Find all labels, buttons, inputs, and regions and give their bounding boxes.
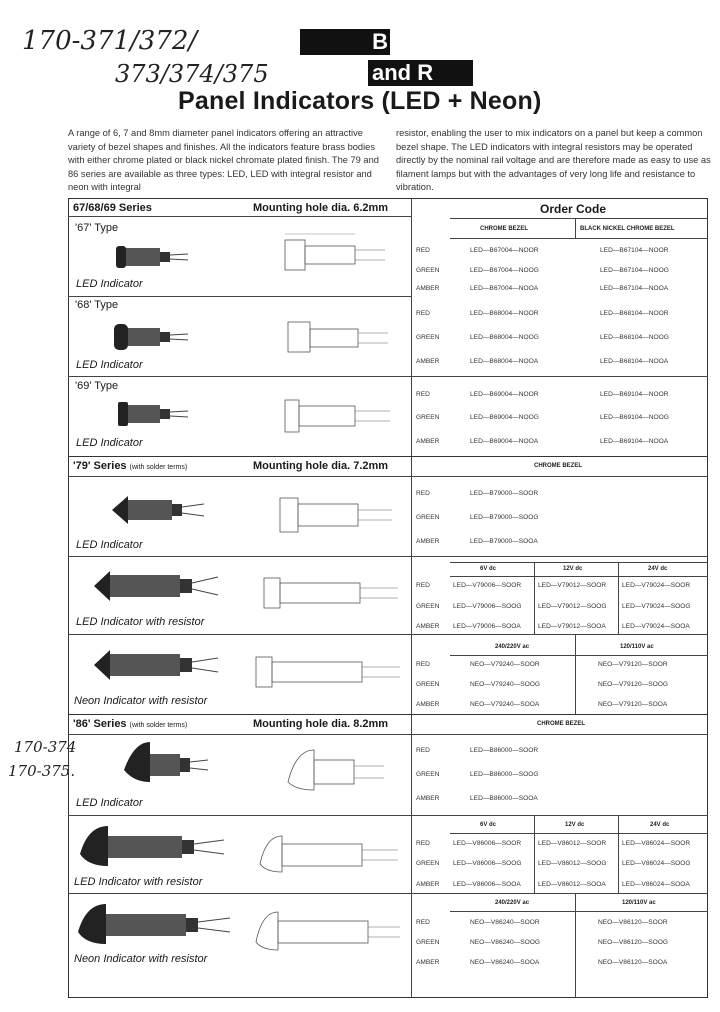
handwritten-part-numbers-line1: 170-371/372/ <box>22 26 198 56</box>
intro-paragraph-right: resistor, enabling the user to mix indicators on a panel but keep a common bezel shape. The LED indicators with integral resistors may be operated directly by the nominal rail voltage and are therefore made as easy to use as filament lamps but with the advantages of very long life and resistance to vibration. <box>396 128 711 192</box>
section-79-title <box>73 460 187 472</box>
header-box-and-r <box>368 60 473 86</box>
s2-res-caption: LED Indicator with resistor <box>76 616 205 628</box>
s3-header-underline <box>68 734 708 735</box>
code-86-res-amber-24v: LED—V86024—SOOA <box>622 881 690 888</box>
section-79-title-text: '79' Series <box>73 460 127 472</box>
s2-col-chrome-bezel: CHROME BEZEL <box>534 463 582 469</box>
s2-neon-caption: Neon Indicator with resistor <box>74 695 208 707</box>
section-divider-79 <box>68 456 708 457</box>
type-67-dimension-drawing <box>275 228 395 283</box>
code-86-led-green: LED—B86000—SOOG <box>470 771 539 778</box>
code-68-black-green: LED—B68104—NOOG <box>600 334 669 341</box>
s2-led-caption: LED Indicator <box>76 539 143 551</box>
s1-order-col-divider <box>575 218 576 238</box>
type-69-caption: LED Indicator <box>76 437 143 449</box>
code-67-chrome-red: LED—B67004—NOOR <box>470 247 539 254</box>
type-68-caption: LED Indicator <box>76 359 143 371</box>
s3-row-divider-2 <box>68 893 708 894</box>
s3-neon-dimension-drawing <box>250 902 405 960</box>
code-69-black-green: LED—B69104—NOOG <box>600 414 669 421</box>
s3-led-caption: LED Indicator <box>76 797 143 809</box>
s3-res-caption: LED Indicator with resistor <box>74 876 203 888</box>
s3-res-dimension-drawing <box>254 826 404 881</box>
s2-row-divider-1 <box>68 556 708 557</box>
s1-68-color-red: RED <box>416 310 430 317</box>
code-79-neon-red-120: NEO—V79120—SOOR <box>598 661 668 668</box>
code-86-res-amber-12v: LED—V86012—SOOA <box>538 881 606 888</box>
s3-res-volt-header-bottom <box>450 833 708 834</box>
code-79-res-amber-12v: LED—V79012—SOOA <box>538 623 606 630</box>
intro-paragraph-left: A range of 6, 7 and 8mm diameter panel indicators offering an attractive variety of bezel shapes and finishes. All the indicators feature brass bodies with either chrome plated or black nickel chromate plated finish. The 79 and 86 series are available as three types: LED, LED with integral resistor and neon with integral <box>68 128 379 192</box>
section-86-title-text: '86' Series <box>73 718 127 730</box>
s3-res-volt-24v: 24V dc <box>650 822 670 828</box>
code-86-neon-amber-120: NEO—V86120—SOOA <box>598 959 668 966</box>
section-86-title-note: (with solder terms) <box>129 722 188 729</box>
s3-neon-color-amber: AMBER <box>416 959 440 966</box>
type-68-dimension-drawing <box>280 312 400 362</box>
code-86-res-amber-6v: LED—V86006—SOOA <box>453 881 521 888</box>
code-79-res-red-12v: LED—V79012—SOOR <box>538 582 607 589</box>
code-68-chrome-amber: LED—B68004—NOOA <box>470 358 539 365</box>
section-86-title <box>73 718 187 730</box>
code-86-res-red-6v: LED—V86006—SOOR <box>453 840 522 847</box>
s3-led-product-photo <box>120 738 210 788</box>
s3-neon-caption: Neon Indicator with resistor <box>74 953 208 965</box>
code-79-led-amber: LED—B79000—SOOA <box>470 538 538 545</box>
section-67-68-69-title: 67/68/69 Series <box>73 202 152 214</box>
type-68-product-photo <box>108 312 188 360</box>
s2-res-volt-24v: 24V dc <box>648 566 668 572</box>
s2-row-divider-2 <box>68 634 708 635</box>
order-code-heading: Order Code <box>540 202 607 216</box>
section-67-mounting-hole: Mounting hole dia. 6.2mm <box>253 202 389 214</box>
s3-led-color-green: GREEN <box>416 771 440 778</box>
s2-res-col-divider-2 <box>618 562 619 634</box>
s3-res-color-amber: AMBER <box>416 881 440 888</box>
s1-row-divider-1 <box>68 296 411 297</box>
s2-neon-dimension-drawing <box>250 645 408 700</box>
type-69-label: '69' Type <box>75 380 119 392</box>
s1-67-color-amber: AMBER <box>416 285 440 292</box>
s2-res-color-amber: AMBER <box>416 623 440 630</box>
section-divider-86 <box>68 714 708 715</box>
s2-led-dimension-drawing <box>272 488 402 543</box>
code-68-black-amber: LED—B68104—NOOA <box>600 358 669 365</box>
s3-neon-volt-header-bottom <box>450 911 708 912</box>
s3-neon-color-red: RED <box>416 919 430 926</box>
s1-67-color-green: GREEN <box>416 267 440 274</box>
s2-res-volt-6v: 6V dc <box>480 566 497 572</box>
s2-res-color-green: GREEN <box>416 603 440 610</box>
s2-res-dimension-drawing <box>258 568 408 618</box>
code-69-chrome-amber: LED—B69004—NOOA <box>470 438 539 445</box>
s3-neon-product-photo <box>74 898 234 950</box>
header-box-and-r-text: and R <box>372 60 434 85</box>
s1-order-header-top <box>450 218 708 219</box>
s2-neon-col-divider <box>575 634 576 714</box>
s2-led-product-photo <box>106 484 206 536</box>
type-68-label: '68' Type <box>75 299 119 311</box>
code-79-res-amber-6v: LED—V79006—SOOA <box>453 623 521 630</box>
code-86-neon-red-240: NEO—V86240—SOOR <box>470 919 540 926</box>
code-79-res-red-6v: LED—V79006—SOOR <box>453 582 522 589</box>
s3-res-volt-12v: 12V dc <box>565 822 585 828</box>
s3-res-color-green: GREEN <box>416 860 440 867</box>
code-86-neon-green-120: NEO—V86120—SOOG <box>598 939 668 946</box>
s3-neon-col-divider <box>575 893 576 998</box>
code-86-res-red-24v: LED—V86024—SOOR <box>622 840 691 847</box>
s1-row-divider-2 <box>68 376 708 377</box>
code-86-led-amber: LED—B86000—SOOA <box>470 795 538 802</box>
s2-neon-color-amber: AMBER <box>416 701 440 708</box>
page-title: Panel Indicators (LED + Neon) <box>178 87 542 115</box>
section-79-mounting-hole: Mounting hole dia. 7.2mm <box>253 460 389 472</box>
type-67-label: '67' Type <box>75 222 119 234</box>
code-86-neon-amber-240: NEO—V86240—SOOA <box>470 959 540 966</box>
code-79-neon-red-240: NEO—V79240—SOOR <box>470 661 540 668</box>
code-79-res-green-6v: LED—V79006—SOOG <box>453 603 522 610</box>
s1-order-header-bottom <box>450 238 708 239</box>
type-67-product-photo <box>108 232 188 280</box>
s3-res-product-photo <box>76 820 226 872</box>
s1-68-color-green: GREEN <box>416 334 440 341</box>
s3-led-color-amber: AMBER <box>416 795 440 802</box>
s2-neon-volt-header-bottom <box>450 655 708 656</box>
s1-col-chrome-bezel: CHROME BEZEL <box>480 226 528 232</box>
code-68-black-red: LED—B68104—NOOR <box>600 310 669 317</box>
s1-69-color-green: GREEN <box>416 414 440 421</box>
section-79-title-note: (with solder terms) <box>129 464 188 471</box>
type-69-dimension-drawing <box>275 388 405 443</box>
handwritten-part-numbers-line2: 373/374/375 <box>115 60 269 88</box>
s3-res-volt-6v: 6V dc <box>480 822 497 828</box>
s2-res-col-divider-1 <box>534 562 535 634</box>
code-69-black-amber: LED—B69104—NOOA <box>600 438 669 445</box>
code-69-chrome-green: LED—B69004—NOOG <box>470 414 539 421</box>
handwritten-side-note-2: 170-375. <box>8 762 76 780</box>
code-68-chrome-green: LED—B68004—NOOG <box>470 334 539 341</box>
code-69-chrome-red: LED—B69004—NOOR <box>470 391 539 398</box>
s2-res-volt-header-top <box>450 562 708 563</box>
s2-neon-volt-120v: 120/110V ac <box>620 644 654 650</box>
s2-led-color-green: GREEN <box>416 514 440 521</box>
s1-col-black-nickel: BLACK NICKEL CHROME BEZEL <box>580 226 675 232</box>
code-67-black-amber: LED—B67104—NOOA <box>600 285 669 292</box>
header-box-b-text: B <box>372 29 388 54</box>
code-67-chrome-green: LED—B67004—NOOG <box>470 267 539 274</box>
s2-res-product-photo <box>90 561 220 611</box>
s2-led-color-red: RED <box>416 490 430 497</box>
s2-res-color-red: RED <box>416 582 430 589</box>
s3-res-col-divider-1 <box>534 815 535 893</box>
s3-neon-volt-120v: 120/110V ac <box>622 900 656 906</box>
s3-res-color-red: RED <box>416 840 430 847</box>
s1-69-color-red: RED <box>416 391 430 398</box>
code-86-neon-green-240: NEO—V86240—SOOG <box>470 939 540 946</box>
code-69-black-red: LED—B69104—NOOR <box>600 391 669 398</box>
column-divider <box>411 198 412 998</box>
code-86-res-green-6v: LED—V86006—SOOG <box>453 860 522 867</box>
s2-neon-color-green: GREEN <box>416 681 440 688</box>
s2-led-color-amber: AMBER <box>416 538 440 545</box>
s1-header-underline <box>68 216 411 217</box>
s3-led-color-red: RED <box>416 747 430 754</box>
code-79-res-green-12v: LED—V79012—SOOG <box>538 603 607 610</box>
header-box-b <box>300 29 390 55</box>
code-79-res-red-24v: LED—V79024—SOOR <box>622 582 691 589</box>
code-86-led-red: LED—B86000—SOOR <box>470 747 539 754</box>
s3-res-col-divider-2 <box>618 815 619 893</box>
code-67-chrome-amber: LED—B67004—NOOA <box>470 285 539 292</box>
code-79-neon-amber-240: NEO—V79240—SOOA <box>470 701 540 708</box>
code-68-chrome-red: LED—B68004—NOOR <box>470 310 539 317</box>
s3-neon-volt-240v: 240/220V ac <box>495 900 530 906</box>
code-79-neon-green-240: NEO—V79240—SOOG <box>470 681 540 688</box>
type-69-product-photo <box>108 390 188 436</box>
section-86-mounting-hole: Mounting hole dia. 8.2mm <box>253 718 389 730</box>
code-79-neon-green-120: NEO—V79120—SOOG <box>598 681 668 688</box>
code-86-res-green-24v: LED—V86024—SOOG <box>622 860 691 867</box>
code-79-res-amber-24v: LED—V79024—SOOA <box>622 623 690 630</box>
code-86-res-green-12v: LED—V86012—SOOG <box>538 860 607 867</box>
code-67-black-green: LED—B67104—NOOG <box>600 267 669 274</box>
code-67-black-red: LED—B67104—NOOR <box>600 247 669 254</box>
s2-header-underline <box>68 476 708 477</box>
s2-res-volt-header-bottom <box>450 576 708 577</box>
code-79-neon-amber-120: NEO—V79120—SOOA <box>598 701 668 708</box>
code-79-res-green-24v: LED—V79024—SOOG <box>622 603 691 610</box>
type-67-caption: LED Indicator <box>76 278 143 290</box>
s3-row-divider-1 <box>68 815 708 816</box>
s1-69-color-amber: AMBER <box>416 438 440 445</box>
handwritten-side-note-1: 170-374 <box>14 738 77 756</box>
s3-led-dimension-drawing <box>280 742 390 802</box>
s3-neon-color-green: GREEN <box>416 939 440 946</box>
code-86-res-red-12v: LED—V86012—SOOR <box>538 840 607 847</box>
code-86-neon-red-120: NEO—V86120—SOOR <box>598 919 668 926</box>
s1-68-color-amber: AMBER <box>416 358 440 365</box>
s2-res-volt-12v: 12V dc <box>563 566 583 572</box>
s2-neon-color-red: RED <box>416 661 430 668</box>
s2-neon-product-photo <box>90 640 220 690</box>
code-79-led-green: LED—B79000—SOOG <box>470 514 539 521</box>
s2-neon-volt-240v: 240/220V ac <box>495 644 530 650</box>
code-79-led-red: LED—B79000—SOOR <box>470 490 539 497</box>
s3-col-chrome-bezel: CHROME BEZEL <box>537 721 585 727</box>
s1-67-color-red: RED <box>416 247 430 254</box>
